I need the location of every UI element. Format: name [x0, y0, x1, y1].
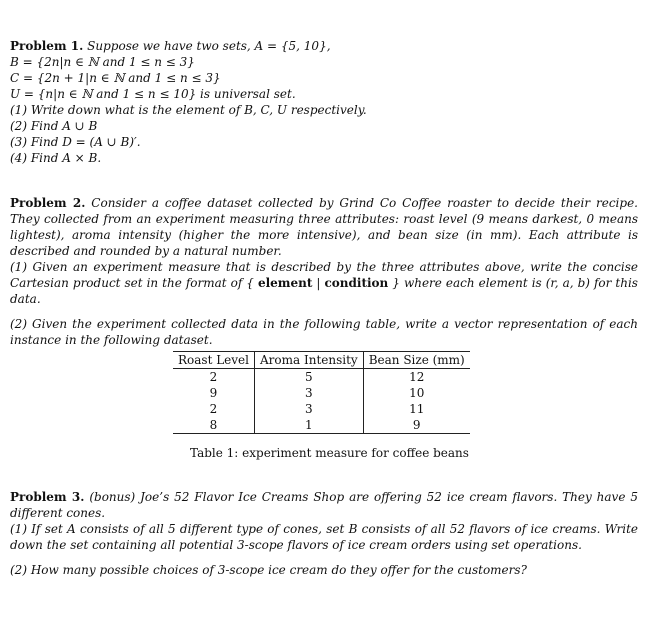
- table-cell: 10: [409, 386, 425, 400]
- problem-1-question: (2) Find A ∪ B: [10, 119, 98, 133]
- table-cell: 2: [173, 369, 255, 386]
- problem-1-line: B = {2n|n ∈ ℕ and 1 ≤ n ≤ 3}: [10, 55, 195, 69]
- table-header-row: [173, 352, 470, 369]
- problem-1-line: U = {n|n ∈ ℕ and 1 ≤ n ≤ 10} is universal set.: [10, 87, 296, 101]
- problem-3-heading: Problem 3.: [10, 490, 85, 504]
- table-row: [173, 369, 470, 386]
- problem-1-intro: Suppose we have two sets, A = {5, 10},: [87, 39, 331, 53]
- problem-1-heading: Problem 1.: [10, 39, 84, 53]
- table-row: [173, 385, 470, 401]
- table-cell: 3: [255, 385, 364, 401]
- table-cell: 8: [173, 417, 255, 434]
- problem-3-question-1: (1) If set A consists of all 5 different type of cones, set B consists of all 52 flavors of ice creams. Write down the set containing all potential 3-scope flavors of ice cream orders using set operations.: [10, 522, 638, 552]
- problem-2-q1-text: (1) Given an experiment measure that is described by the three attributes above, write the concise Cartesian product set in the format of {: [10, 260, 638, 290]
- table-header: Aroma Intensity: [255, 352, 364, 369]
- problem-1: [10, 38, 638, 166]
- table-header: Bean Size (mm): [363, 352, 470, 369]
- table-row: [173, 417, 470, 434]
- table-cell: 5: [255, 369, 364, 386]
- problem-2-intro: Consider a coffee dataset collected by Grind Co Coffee roaster to decide their recipe. They collected from an experiment measuring three attributes: roast level (9 means darkest, 0 means lightest), aroma intensity (higher the more intensive), and bean size (in mm). Each attribute is described and rounded by a natural number.: [10, 196, 638, 258]
- table-caption: Table 1: experiment measure for coffee beans: [190, 446, 469, 460]
- table-cell: 11: [409, 402, 425, 416]
- table-cell: 9: [363, 417, 470, 434]
- problem-3: [10, 489, 638, 578]
- problem-2-q1-text-end: } where each element is (r, a, b) for this data.: [10, 276, 638, 306]
- problem-2-question-2: (2) Given the experiment collected data in the following table, write a vector representation of each instance in the following dataset.: [10, 317, 638, 347]
- table-cell: 12: [409, 370, 425, 384]
- problem-3-question-2: (2) How many possible choices of 3-scope ice cream do they offer for the customers?: [10, 563, 527, 577]
- element-keyword: element: [257, 276, 313, 290]
- separator-bar: |: [316, 276, 321, 290]
- condition-keyword: condition: [324, 276, 389, 290]
- table-header: Roast Level: [173, 352, 255, 369]
- problem-2-heading: Problem 2.: [10, 196, 86, 210]
- table-cell: 3: [255, 401, 364, 417]
- table-cell: 9: [173, 385, 255, 401]
- problem-1-question: (1) Write down what is the element of B, C, U respectively.: [10, 103, 367, 117]
- coffee-data-table: [173, 351, 470, 434]
- problem-1-question: (4) Find A × B.: [10, 151, 102, 165]
- table-cell: 1: [255, 417, 364, 434]
- problem-2-question-1: [10, 259, 638, 307]
- table-cell: 2: [173, 401, 255, 417]
- problem-1-question: (3) Find D = (A ∪ B)′.: [10, 135, 141, 149]
- problem-1-line: C = {2n + 1|n ∈ ℕ and 1 ≤ n ≤ 3}: [10, 71, 221, 85]
- problem-3-intro: (bonus) Joe’s 52 Flavor Ice Creams Shop are offering 52 ice cream flavors. They have 5 different cones.: [10, 490, 638, 520]
- table-row: [173, 401, 470, 417]
- problem-2: [10, 195, 638, 348]
